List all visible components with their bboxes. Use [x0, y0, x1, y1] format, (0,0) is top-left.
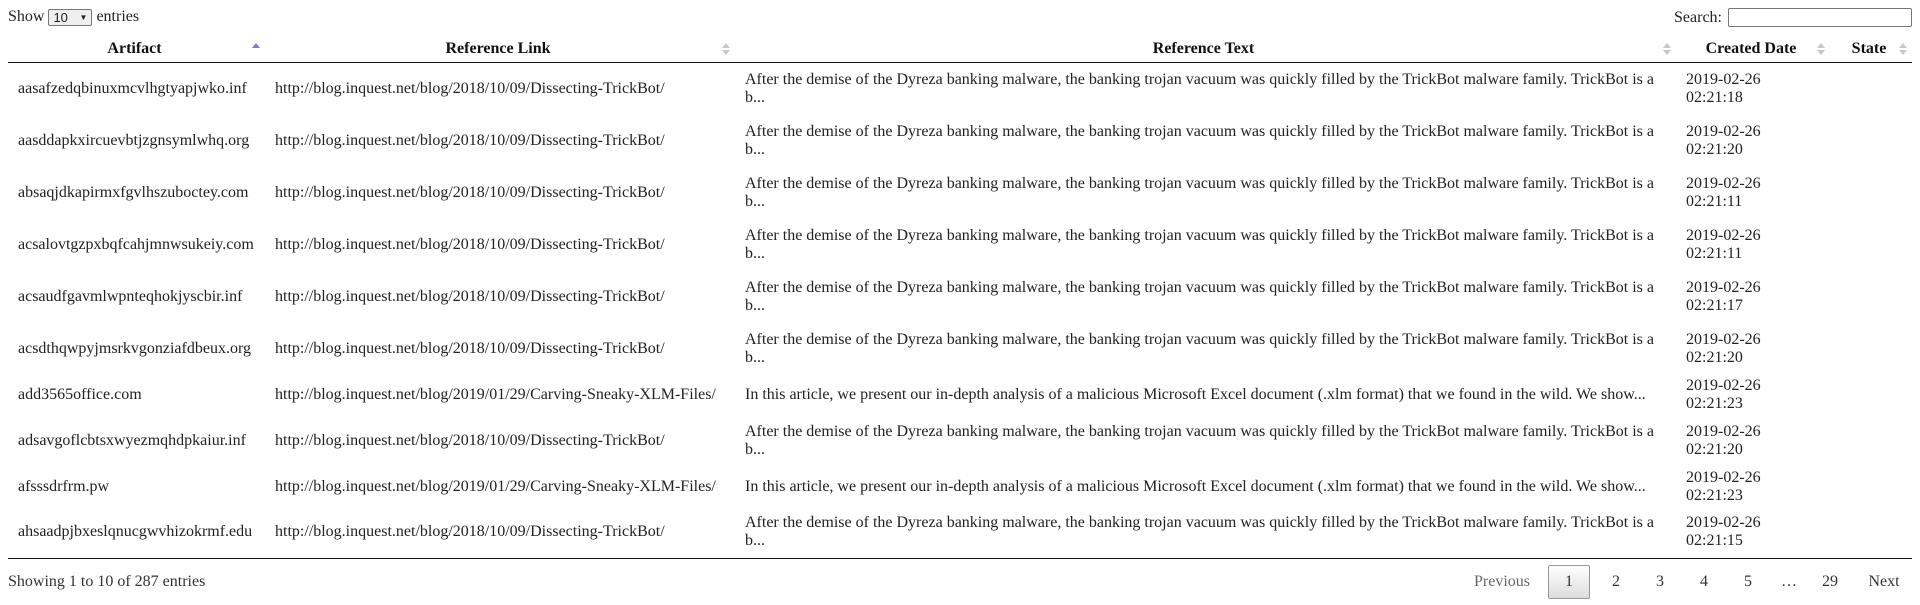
artifact-cell: aasddapkxircuevbtjzgnsymlwhq.org [18, 131, 250, 149]
column-header-state[interactable] [1830, 36, 1912, 63]
length-suffix-label: entries [96, 8, 140, 25]
entries-per-page-select[interactable] [48, 9, 92, 26]
page-button-4[interactable]: 4 [1700, 573, 1708, 590]
artifact-cell: afsssdrfrm.pw [18, 477, 110, 495]
table-row [8, 375, 1912, 415]
reference-text-cell: After the demise of the Dyreza banking malware, the banking trojan vacuum was quickly filled by the TrickBot malware family. TrickBot is a b... [745, 122, 1654, 158]
reference-link-cell: http://blog.inquest.net/blog/2018/10/09/Dissecting-TrickBot/ [275, 431, 665, 449]
entries-per-page-value: 10 [53, 9, 68, 25]
reference-text-cell: In this article, we present our in-depth analysis of a malicious Microsoft Excel document (.xlm format) that we found in the wild. We show... [745, 385, 1646, 403]
chevron-down-icon: ▼ [79, 12, 88, 22]
search-label: Search: [1674, 8, 1722, 26]
column-header-label: Reference Text [1152, 40, 1255, 57]
state-cell [1830, 323, 1912, 375]
reference-link-cell: http://blog.inquest.net/blog/2018/10/09/Dissecting-TrickBot/ [275, 235, 665, 253]
page-button-29[interactable]: 29 [1822, 573, 1838, 590]
state-cell [1830, 507, 1912, 559]
reference-link-cell: http://blog.inquest.net/blog/2018/10/09/Dissecting-TrickBot/ [275, 131, 665, 149]
table-footer [8, 565, 1912, 605]
reference-text-cell: After the demise of the Dyreza banking malware, the banking trojan vacuum was quickly filled by the TrickBot malware family. TrickBot is a b... [735, 507, 1676, 559]
state-cell [1830, 375, 1912, 415]
search-control [1674, 8, 1912, 27]
next-page-button[interactable]: Next [1868, 573, 1900, 590]
state-cell [1830, 219, 1912, 271]
pagination-ellipsis: … [1781, 573, 1797, 590]
table-row [8, 323, 1912, 375]
state-cell [1830, 167, 1912, 219]
created-date-cell: 2019-02-26 02:21:20 [1686, 422, 1761, 458]
page-button-3[interactable]: 3 [1656, 573, 1664, 590]
datatable-wrapper [8, 8, 1912, 605]
artifact-cell: absaqjdkapirmxfgvlhszuboctey.com [18, 183, 249, 201]
artifact-cell: ahsaadpjbxeslqnucgwvhizokrmf.edu [8, 507, 265, 559]
artifact-cell: acsalovtgzpxbqfcahjmnwsukeiy.com [18, 235, 254, 253]
created-date-cell: 2019-02-26 02:21:17 [1686, 278, 1761, 314]
column-header-reference-link[interactable] [265, 36, 735, 63]
reference-text-cell: After the demise of the Dyreza banking malware, the banking trojan vacuum was quickly filled by the TrickBot malware family. TrickBot is a b... [745, 226, 1654, 262]
reference-text-cell: After the demise of the Dyreza banking malware, the banking trojan vacuum was quickly filled by the TrickBot malware family. TrickBot is a b... [745, 278, 1654, 314]
table-header-row [8, 36, 1912, 63]
state-cell [1830, 271, 1912, 323]
pagination [1456, 565, 1912, 599]
column-header-label: State [1851, 40, 1887, 57]
state-cell [1830, 115, 1912, 167]
created-date-cell: 2019-02-26 02:21:20 [1686, 330, 1761, 366]
page-button-2[interactable]: 2 [1612, 573, 1620, 590]
created-date-cell: 2019-02-26 02:21:18 [1686, 70, 1761, 106]
reference-text-cell: After the demise of the Dyreza banking malware, the banking trojan vacuum was quickly filled by the TrickBot malware family. TrickBot is a b... [745, 330, 1654, 366]
column-header-label: Created Date [1705, 40, 1797, 57]
column-header-created-date[interactable] [1676, 36, 1830, 63]
length-prefix-label: Show [8, 8, 45, 25]
sort-ascending-icon [251, 42, 261, 56]
reference-text-cell: After the demise of the Dyreza banking malware, the banking trojan vacuum was quickly filled by the TrickBot malware family. TrickBot is a b... [745, 174, 1654, 210]
table-row [8, 63, 1912, 115]
previous-page-button[interactable]: Previous [1474, 573, 1530, 590]
created-date-cell: 2019-02-26 02:21:23 [1686, 468, 1761, 504]
reference-link-cell: http://blog.inquest.net/blog/2018/10/09/Dissecting-TrickBot/ [275, 183, 665, 201]
table-row [8, 271, 1912, 323]
column-header-reference-text[interactable] [735, 36, 1676, 63]
table-row [8, 167, 1912, 219]
artifact-cell: add3565office.com [18, 385, 142, 403]
sort-both-icon [1662, 42, 1672, 56]
table-info: Showing 1 to 10 of 287 entries [8, 573, 206, 590]
table-row [8, 415, 1912, 467]
created-date-cell: 2019-02-26 02:21:15 [1676, 507, 1830, 559]
search-input[interactable] [1728, 8, 1912, 27]
page-button-1[interactable]: 1 [1548, 565, 1590, 599]
created-date-cell: 2019-02-26 02:21:20 [1686, 122, 1761, 158]
table-row [8, 115, 1912, 167]
artifact-cell: acsdthqwpyjmsrkvgonziafdbeux.org [18, 339, 251, 357]
created-date-cell: 2019-02-26 02:21:23 [1686, 376, 1761, 412]
reference-link-cell: http://blog.inquest.net/blog/2018/10/09/Dissecting-TrickBot/ [275, 339, 665, 357]
reference-link-cell: http://blog.inquest.net/blog/2019/01/29/Carving-Sneaky-XLM-Files/ [275, 477, 716, 495]
state-cell [1830, 415, 1912, 467]
column-header-artifact[interactable] [8, 36, 265, 63]
artifact-cell: aasafzedqbinuxmcvlhgtyapjwko.inf [18, 79, 247, 97]
reference-link-cell: http://blog.inquest.net/blog/2019/01/29/Carving-Sneaky-XLM-Files/ [275, 385, 716, 403]
reference-text-cell: After the demise of the Dyreza banking malware, the banking trojan vacuum was quickly filled by the TrickBot malware family. TrickBot is a b... [745, 70, 1654, 106]
entries-length-control [8, 8, 139, 26]
reference-text-cell: After the demise of the Dyreza banking malware, the banking trojan vacuum was quickly filled by the TrickBot malware family. TrickBot is a b... [745, 422, 1654, 458]
reference-link-cell: http://blog.inquest.net/blog/2018/10/09/Dissecting-TrickBot/ [265, 507, 735, 559]
column-header-label: Artifact [107, 40, 162, 57]
table-row [8, 467, 1912, 507]
artifacts-table [8, 36, 1912, 559]
page-button-5[interactable]: 5 [1744, 573, 1752, 590]
artifact-cell: adsavgoflcbtsxwyezmqhdpkaiur.inf [18, 431, 246, 449]
table-row [8, 507, 1912, 559]
state-cell [1830, 63, 1912, 115]
table-row [8, 219, 1912, 271]
sort-both-icon [1898, 42, 1908, 56]
created-date-cell: 2019-02-26 02:21:11 [1686, 174, 1761, 210]
table-controls [8, 8, 1912, 28]
reference-text-cell: In this article, we present our in-depth analysis of a malicious Microsoft Excel document (.xlm format) that we found in the wild. We show... [745, 477, 1646, 495]
sort-both-icon [721, 42, 731, 56]
sort-both-icon [1816, 42, 1826, 56]
column-header-label: Reference Link [445, 40, 551, 57]
reference-link-cell: http://blog.inquest.net/blog/2018/10/09/Dissecting-TrickBot/ [275, 287, 665, 305]
artifact-cell: acsaudfgavmlwpnteqhokjyscbir.inf [18, 287, 243, 305]
state-cell [1830, 467, 1912, 507]
reference-link-cell: http://blog.inquest.net/blog/2018/10/09/Dissecting-TrickBot/ [275, 79, 665, 97]
created-date-cell: 2019-02-26 02:21:11 [1686, 226, 1761, 262]
